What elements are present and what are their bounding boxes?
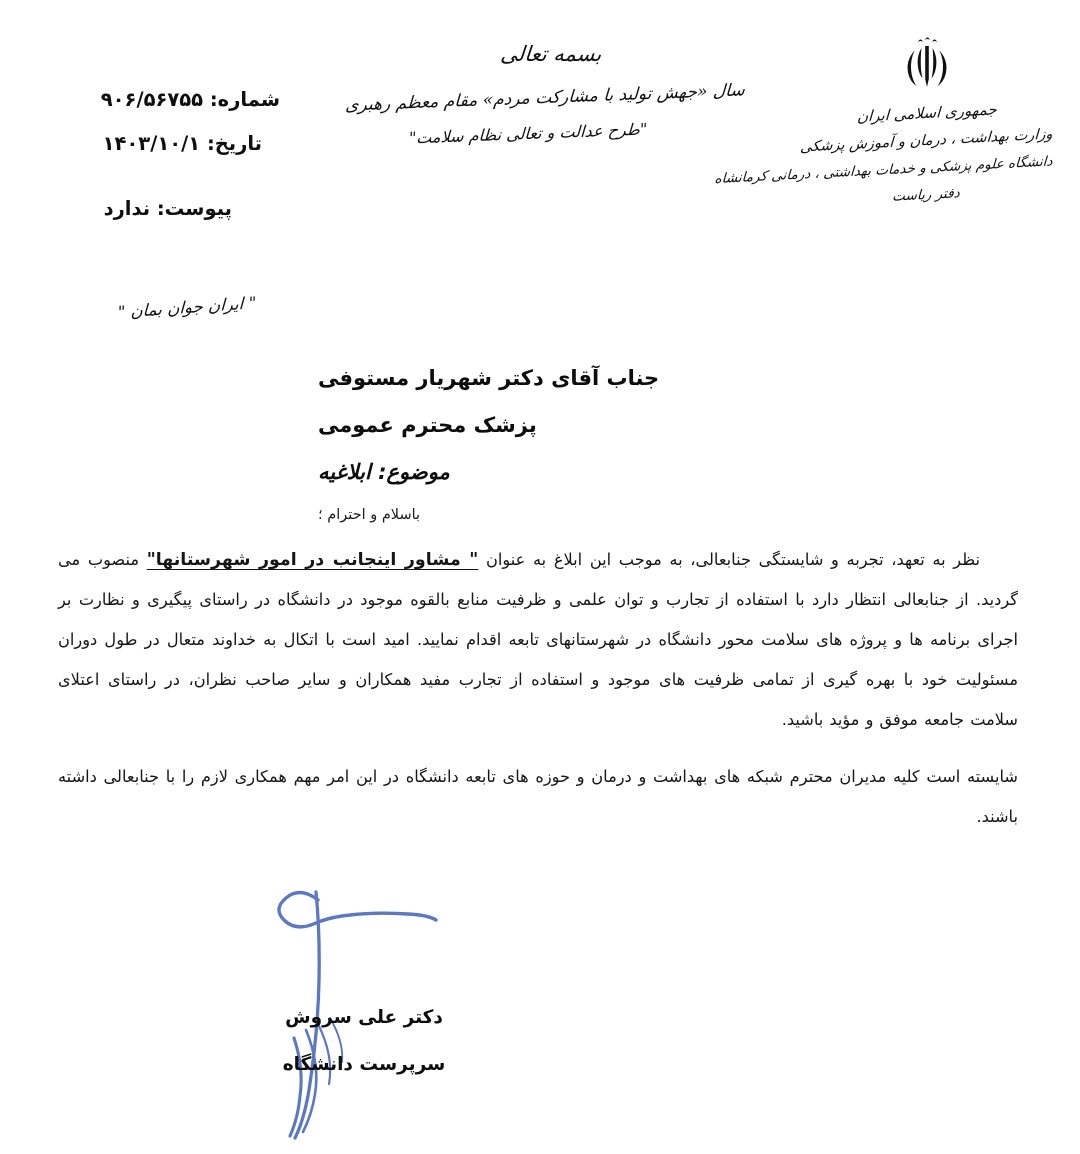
greeting-text: باسلام و احترام ؛ [318,507,421,523]
body-paragraph-2: شایسته است کلیه مدیران محترم شبکه های بهداشت و درمان و حوزه های تابعه دانشگاه در این امر مهم همکاری لازم را با جنابعالی داشته باشند. [58,767,1018,827]
invocation-text: بسمه تعالی [499,42,603,66]
plan-slogan: "طرح عدالت و تعالی نظام سلامت" [408,119,648,148]
addressee-block [318,368,1018,523]
signer-name: دکتر علی سروش [285,1007,443,1028]
signature-block [232,852,492,1152]
signer-title: سرپرست دانشگاه [282,1054,446,1075]
addressee-name: جناب آقای دکتر شهریار مستوفی [318,366,660,390]
letterhead-line-office: دفتر ریاست [891,185,961,205]
reference-number: شماره: ۹۰۶/۵۶۷۵۵ [100,88,280,111]
reference-date: تاریخ: ۱۴۰۳/۱۰/۱ [102,132,262,155]
header-center-block [330,42,760,148]
year-slogan: سال «جهش تولید با مشارکت مردم» مقام معظم رهبری [344,80,746,116]
body-paragraph-1-intro: نظر به تعهد، تجربه و شایستگی جنابعالی، به موجب این ابلاغ به عنوان [486,550,980,570]
letter-body [58,524,1018,853]
reference-attachment: پیوست: ندارد [103,197,232,220]
letterhead-line-university: دانشگاه علوم پزشکی و خدمات بهداشتی ، درمانی کرمانشاه [714,153,1053,188]
iran-emblem-icon [802,34,1052,98]
signer-block [254,1007,474,1075]
addressee-title: پزشک محترم عمومی [318,413,537,437]
letterhead-line-ministry: وزارت بهداشت ، درمان و آموزش پزشکی [799,126,1053,156]
letterhead-line-country: جمهوری اسلامی ایران [856,100,998,126]
subject-line: موضوع: ابلاغیه [318,460,450,484]
campaign-slogan: " ایران جوان بمان " [117,293,257,322]
letterhead-block [714,34,1053,205]
reference-block [0,88,280,220]
body-paragraph-1-rest: منصوب می گردید. از جنابعالی انتظار دارد با استفاده از تجارب و توان علمی و ظرفیت منابع بالقوه موجود در دانشگاه در راستای پیگیری و نظارت بر اجرای برنامه ها و پروژه های سلامت محور دانشگاه در شهرستانهای تابعه اقدام نمایید. امید است با اتکال به خداوند متعال در طول دوران مسئولیت خود با بهره گیری از تمامی ظرفیت های موجود و استفاده از تجارب مفید همکاران و سایر صاحب نظران، در راستای اعتلای سلامت جامعه موفق و مؤید باشید. [58,550,1018,730]
appointment-title-highlight: " مشاور اینجانب در امور شهرستانها" [146,550,479,571]
handwritten-signature-icon [232,852,492,1152]
body-paragraph-1 [58,540,1018,740]
